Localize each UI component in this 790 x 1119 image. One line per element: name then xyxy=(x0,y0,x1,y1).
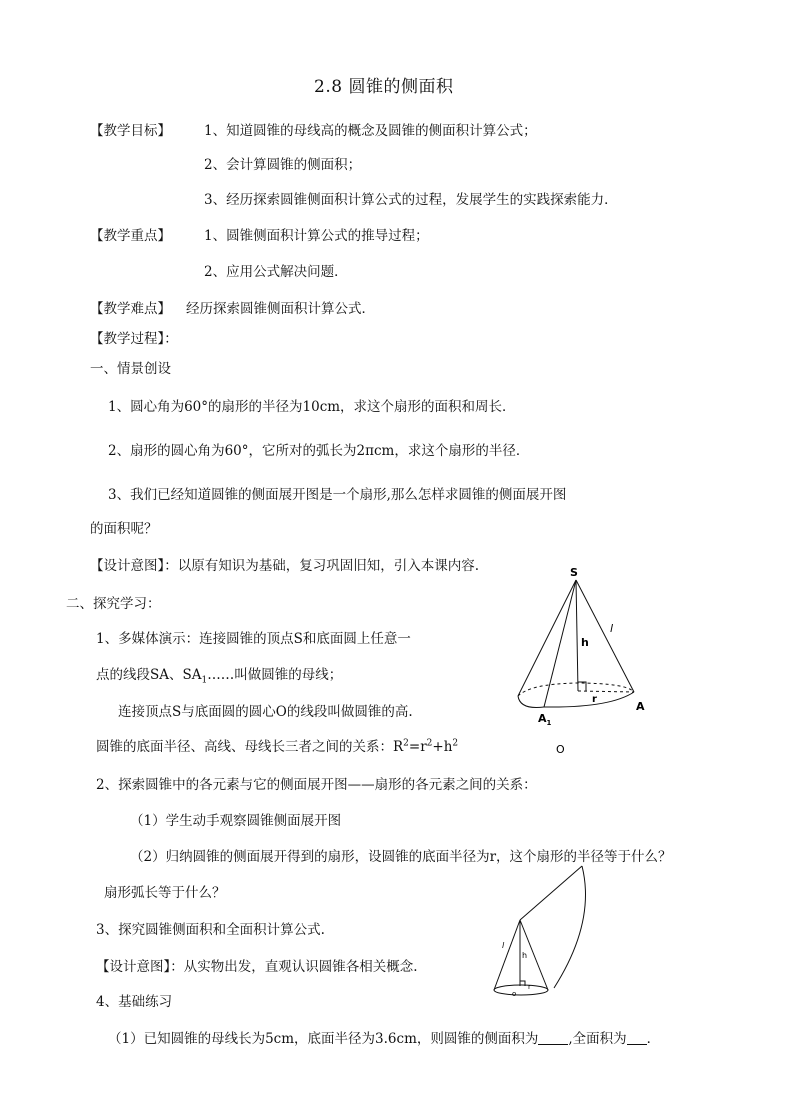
paragraph-2: 2、探索圆锥中的各元素与它的侧面展开图——扇形的各元素之间的关系： xyxy=(96,777,537,793)
label-A1: $A_1$ xyxy=(538,712,552,727)
question-1: 1、圆心角为60°的扇形的半径为10cm，求这个扇形的面积和周长． xyxy=(108,399,516,415)
question-3-line1: 3、我们已经知道圆锥的侧面展开图是一个扇形,那么怎样求圆锥的侧面展开图 xyxy=(108,487,567,503)
label-O: O xyxy=(556,743,565,756)
paragraph-4: 4、基础练习 xyxy=(96,994,173,1010)
section2-heading: 二、探究学习： xyxy=(66,596,161,612)
difficulty-label: 【教学难点】 xyxy=(90,301,171,317)
key-points-label: 【教学重点】 xyxy=(90,228,171,244)
design-intent-2: 【设计意图】：从实物出发，直观认识圆锥各相关概念. xyxy=(96,959,418,975)
paragraph-2b: （2）归纳圆锥的侧面展开得到的扇形，设圆锥的底面半径为r，这个扇形的半径等于什么？ xyxy=(130,849,672,865)
label-l: l xyxy=(610,622,614,635)
answer-blank[interactable] xyxy=(538,1030,568,1045)
paragraph-2a: （1）学生动手观察圆锥侧面展开图 xyxy=(130,813,342,829)
goal-item: 3、经历探索圆锥侧面积计算公式的过程，发展学生的实践探索能力． xyxy=(204,192,618,208)
goals-label: 【教学目标】 xyxy=(90,123,171,139)
paragraph-3: 3、探究圆锥侧面积和全面积计算公式. xyxy=(96,922,325,938)
label-S: S xyxy=(570,566,578,579)
label-h-small: h xyxy=(522,951,528,960)
key-point-item: 1、圆锥侧面积计算公式的推导过程； xyxy=(204,228,429,244)
design-intent-1: 【设计意图】：以原有知识为基础，复习巩固旧知，引入本课内容. xyxy=(90,558,480,574)
difficulty-text: 经历探索圆锥侧面积计算公式． xyxy=(186,301,375,317)
paragraph-1b: 点的线段SA、$SA_1\dots\dots$叫做圆锥的母线； xyxy=(96,667,343,686)
goal-item: 1、知道圆锥的母线高的概念及圆锥的侧面积计算公式； xyxy=(204,123,537,139)
cone-lines xyxy=(518,580,634,708)
paragraph-1a: 1、多媒体演示：连接圆锥的顶点S和底面圆上任意一 xyxy=(96,631,411,647)
label-o-small: o xyxy=(512,990,517,998)
question-2: 2、扇形的圆心角为60°，它所对的弧长为2πcm，求这个扇形的半径． xyxy=(108,443,530,459)
goal-item: 2、会计算圆锥的侧面积； xyxy=(204,157,362,173)
paragraph-1c: 连接顶点S与底面圆的圆心O的线段叫做圆锥的高. xyxy=(118,704,413,720)
section1-heading: 一、情景创设 xyxy=(90,361,171,377)
key-point-item: 2、应用公式解决问题． xyxy=(204,264,348,280)
label-r-small: r xyxy=(528,983,531,991)
paragraph-2c: 扇形弧长等于什么？ xyxy=(104,885,226,901)
paragraph-1d: 圆锥的底面半径、高线、母线长三者之间的关系：$R^2=r^2+h^2$ xyxy=(96,738,459,755)
page-title: 2.8 圆锥的侧面积 xyxy=(314,77,454,97)
exercise-1: （1）已知圆锥的母线长为5cm，底面半径为3.6cm，则圆锥的侧面积为 ,全面积为 ． xyxy=(108,1031,661,1047)
answer-blank[interactable] xyxy=(627,1030,647,1045)
label-A: A xyxy=(636,700,645,713)
question-3-line2: 的面积呢？ xyxy=(90,521,158,537)
sector-lines xyxy=(494,866,586,995)
cone-unrolled-figure xyxy=(486,862,636,1002)
label-r: r xyxy=(592,694,597,705)
label-h: h xyxy=(581,636,589,649)
label-l-small: l xyxy=(502,941,505,950)
cone-figure xyxy=(500,560,670,760)
process-label: 【教学过程】： xyxy=(90,331,178,347)
